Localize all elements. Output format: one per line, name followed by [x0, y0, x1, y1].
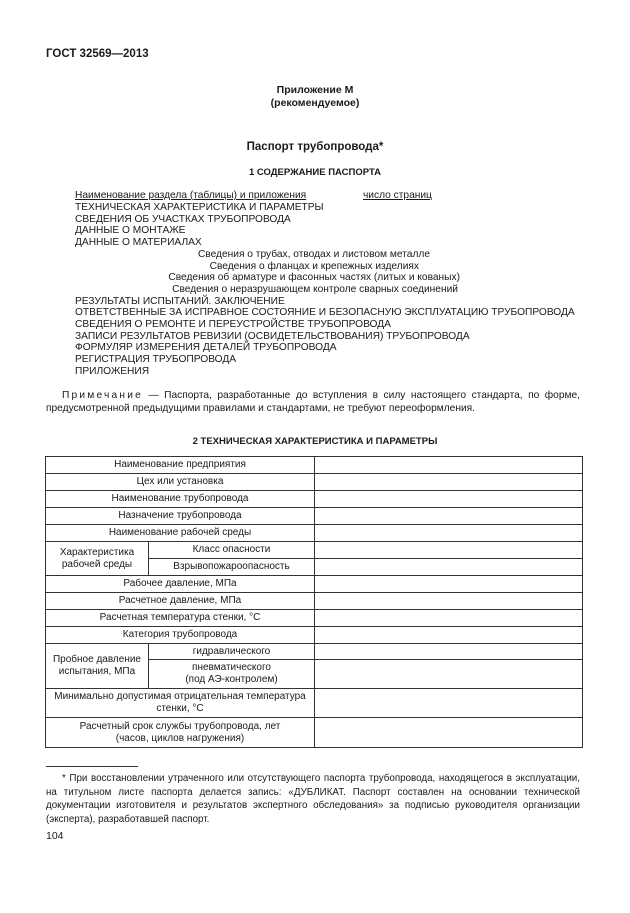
document-standard-header: ГОСТ 32569—2013 [46, 48, 149, 60]
test-group-label: Пробное давление испытания, МПа [46, 644, 149, 689]
note-label: Примечание [62, 390, 143, 401]
table-row [46, 525, 583, 542]
value-cell[interactable] [315, 474, 583, 491]
value-cell[interactable] [315, 689, 583, 718]
param-label: Наименование предприятия [46, 457, 315, 474]
param-label-line: (часов, циклов нагружения) [115, 732, 245, 744]
value-cell[interactable] [315, 525, 583, 542]
param-label [149, 660, 315, 689]
toc-item: ФОРМУЛЯР ИЗМЕРЕНИЯ ДЕТАЛЕЙ ТРУБОПРОВОДА [75, 342, 337, 354]
value-cell[interactable] [315, 491, 583, 508]
value-cell[interactable] [315, 718, 583, 748]
table-row [46, 576, 583, 593]
table-row [46, 474, 583, 491]
toc-subitem: Сведения о фланцах и крепежных изделиях [209, 260, 419, 272]
toc-item: РЕЗУЛЬТАТЫ ИСПЫТАНИЙ. ЗАКЛЮЧЕНИЕ [75, 295, 285, 307]
value-cell[interactable] [315, 660, 583, 689]
passport-title: Паспорт трубопровода* [246, 141, 384, 153]
table-row [46, 627, 583, 644]
param-label [46, 718, 315, 748]
value-cell[interactable] [315, 576, 583, 593]
value-cell[interactable] [315, 627, 583, 644]
param-label-line: пневматического [192, 662, 271, 673]
param-label-line: стенки, °С [156, 703, 204, 714]
appendix-subtitle: (рекомендуемое) [270, 97, 360, 109]
param-label [46, 689, 315, 718]
param-label: Класс опасности [149, 542, 315, 559]
table-row [46, 689, 583, 718]
table-row [46, 593, 583, 610]
param-label: гидравлического [149, 644, 315, 660]
toc-item: ЗАПИСИ РЕЗУЛЬТАТОВ РЕВИЗИИ (ОСВИДЕТЕЛЬСТВОВАНИЯ) ТРУБОПРОВОДА [75, 330, 470, 342]
toc-item: ДАННЫЕ О МОНТАЖЕ [75, 225, 186, 237]
env-group-label: Характеристика рабочей среды [46, 542, 149, 576]
param-label: Наименование трубопровода [46, 491, 315, 508]
footnote-divider [46, 766, 138, 767]
param-label: Расчетное давление, МПа [46, 593, 315, 610]
table-row [46, 644, 583, 660]
toc-item: СВЕДЕНИЯ О РЕМОНТЕ И ПЕРЕУСТРОЙСТВЕ ТРУБОПРОВОДА [75, 319, 391, 331]
toc-item: ТЕХНИЧЕСКАЯ ХАРАКТЕРИСТИКА И ПАРАМЕТРЫ [75, 202, 324, 213]
toc-header-left: Наименование раздела (таблицы) и приложения [75, 190, 307, 201]
toc-item: ОТВЕТСТВЕННЫЕ ЗА ИСПРАВНОЕ СОСТОЯНИЕ И БЕЗОПАСНУЮ ЭКСПЛУАТАЦИЮ ТРУБОПРОВОДА [75, 307, 575, 319]
footnote: * При восстановлении утраченного или отсутствующего паспорта трубопровода, находящегося в эксплуатации, на титульном листе паспорта делается запись: «ДУБЛИКАТ. Паспорт составлен на основании технической документации изготовителя и результатов экспертного обследования» за подписью руководителя организации (эксперта), разработавшей паспорт. [46, 773, 580, 825]
toc-item: СВЕДЕНИЯ ОБ УЧАСТКАХ ТРУБОПРОВОДА [75, 213, 291, 225]
param-label: Цех или установка [46, 474, 315, 491]
toc-subitem: Сведения об арматуре и фасонных частях (литых и кованых) [168, 272, 460, 284]
param-label-line: Расчетный срок службы трубопровода, лет [79, 720, 281, 732]
table-of-contents [75, 202, 575, 378]
appendix-name: Приложение М [276, 84, 354, 96]
table-row [46, 718, 583, 748]
param-label: Взрывопожароопасность [149, 559, 315, 576]
appendix-title [0, 84, 630, 110]
toc-subitem: Сведения о неразрушающем контроле сварных соединений [172, 283, 458, 295]
section2-title: 2 ТЕХНИЧЕСКАЯ ХАРАКТЕРИСТИКА И ПАРАМЕТРЫ [192, 436, 438, 447]
toc-item: ПРИЛОЖЕНИЯ [75, 365, 150, 377]
toc-item: ДАННЫЕ О МАТЕРИАЛАХ [75, 237, 202, 249]
note-paragraph [46, 389, 580, 415]
table-row [46, 542, 583, 559]
section1-title: 1 СОДЕРЖАНИЕ ПАСПОРТА [248, 167, 382, 178]
value-cell[interactable] [315, 593, 583, 610]
toc-subitem: Сведения о трубах, отводах и листовом металле [197, 248, 430, 260]
note-text: — Паспорта, разработанные до вступления в силу настоящего стандарта, по форме, предусмотренной предыдущими правилами и стандартами, не требуют переоформления. [46, 390, 580, 414]
value-cell[interactable] [315, 508, 583, 525]
value-cell[interactable] [315, 610, 583, 627]
table-row [46, 508, 583, 525]
param-label-line: (под АЭ-контролем) [185, 674, 278, 685]
value-cell[interactable] [315, 644, 583, 660]
param-label: Категория трубопровода [46, 627, 315, 644]
value-cell[interactable] [315, 559, 583, 576]
toc-item: РЕГИСТРАЦИЯ ТРУБОПРОВОДА [75, 354, 237, 366]
table-row [46, 610, 583, 627]
value-cell[interactable] [315, 542, 583, 559]
toc-header-right: число страниц [363, 190, 432, 201]
table-row [46, 457, 583, 474]
table-row [46, 491, 583, 508]
param-label: Расчетная температура стенки, °С [46, 610, 315, 627]
param-label: Наименование рабочей среды [46, 525, 315, 542]
param-label-line: Минимально допустимая отрицательная температура [54, 691, 306, 702]
page-number: 104 [46, 830, 64, 842]
technical-parameters-table [45, 456, 583, 748]
value-cell[interactable] [315, 457, 583, 474]
param-label: Рабочее давление, МПа [46, 576, 315, 593]
param-label: Назначение трубопровода [46, 508, 315, 525]
